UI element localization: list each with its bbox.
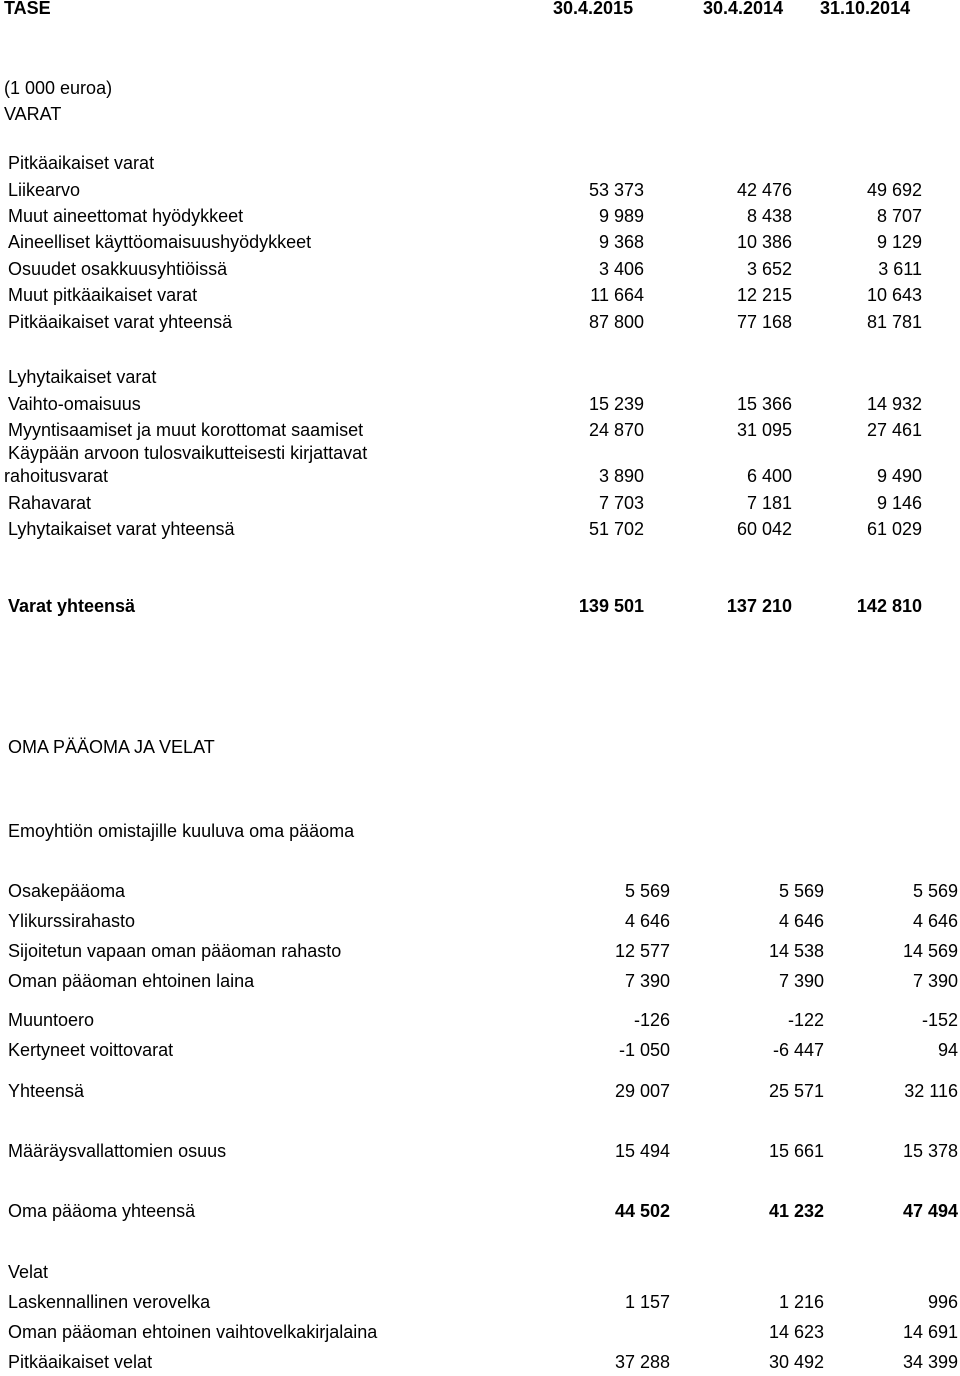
value-col-1: 53 373 — [588, 180, 644, 200]
row-label: Liikearvo — [8, 180, 81, 200]
value-col-3: 61 029 — [866, 519, 922, 539]
row-label: Pitkäaikaiset velat — [8, 1352, 153, 1372]
table-row — [0, 394, 960, 418]
value-col-3: 9 129 — [876, 232, 922, 252]
table-row — [0, 466, 960, 490]
row-label: Oman pääoman ehtoinen vaihtovelkakirjalaina — [8, 1322, 378, 1342]
value-col-2: 41 232 — [768, 1201, 824, 1221]
value-col-3: 9 146 — [876, 493, 922, 513]
row-label: Osakepääoma — [8, 881, 126, 901]
value-col-3: 49 692 — [866, 180, 922, 200]
table-row — [0, 881, 960, 905]
row-label: Laskennallinen verovelka — [8, 1292, 211, 1312]
row-label: Myyntisaamiset ja muut korottomat saamiset — [8, 420, 364, 440]
table-row — [0, 1352, 960, 1376]
value-col-2: 7 390 — [778, 971, 824, 991]
assets-title: VARAT — [4, 104, 62, 124]
non-current-title: Pitkäaikaiset varat — [8, 153, 155, 173]
row-label: Ylikurssirahasto — [8, 911, 136, 931]
value-col-3: 14 569 — [902, 941, 958, 961]
value-col-1: 139 501 — [578, 596, 644, 616]
value-col-2: 4 646 — [778, 911, 824, 931]
table-row — [0, 285, 960, 309]
table-row — [0, 232, 960, 256]
value-col-1: 7 703 — [598, 493, 644, 513]
value-col-1: 87 800 — [588, 312, 644, 332]
value-col-2: 12 215 — [736, 285, 792, 305]
table-row — [0, 206, 960, 230]
value-col-2: 77 168 — [736, 312, 792, 332]
value-col-2: 5 569 — [778, 881, 824, 901]
value-col-2: -122 — [787, 1010, 824, 1030]
value-col-2: 30 492 — [768, 1352, 824, 1372]
value-col-3: 32 116 — [904, 1081, 958, 1101]
value-col-1: 11 664 — [590, 285, 644, 305]
value-col-1: -126 — [633, 1010, 670, 1030]
row-label: Muut pitkäaikaiset varat — [8, 285, 198, 305]
parent-equity-title: Emoyhtiön omistajille kuuluva oma pääoma — [8, 821, 355, 841]
current-title: Lyhytaikaiset varat — [8, 367, 157, 387]
value-col-1: 51 702 — [588, 519, 644, 539]
row-label: Osuudet osakkuusyhtiöissä — [8, 259, 228, 279]
header-row — [0, 0, 960, 22]
table-row — [0, 1081, 960, 1105]
value-col-3: 142 810 — [856, 596, 922, 616]
row-label: Oman pääoman ehtoinen laina — [8, 971, 255, 991]
table-row — [0, 180, 960, 204]
value-col-1: 9 989 — [598, 206, 644, 226]
value-col-2: 8 438 — [746, 206, 792, 226]
value-col-2: 1 216 — [778, 1292, 824, 1312]
table-row — [0, 1141, 960, 1165]
value-col-1: 5 569 — [624, 881, 670, 901]
value-col-2: -6 447 — [772, 1040, 824, 1060]
row-label: Käypään arvoon tulosvaikutteisesti kirjattavat — [8, 443, 368, 463]
table-row — [0, 259, 960, 283]
table-row — [0, 941, 960, 965]
table-row — [0, 1322, 960, 1346]
value-col-3: 34 399 — [902, 1352, 958, 1372]
value-col-3: 15 378 — [902, 1141, 958, 1161]
value-col-2: 15 661 — [768, 1141, 824, 1161]
value-col-1: 15 494 — [614, 1141, 670, 1161]
row-label: Muut aineettomat hyödykkeet — [8, 206, 244, 226]
value-col-2: 42 476 — [736, 180, 792, 200]
table-row — [0, 493, 960, 517]
value-col-3: 14 691 — [902, 1322, 958, 1342]
row-label: Pitkäaikaiset varat yhteensä — [8, 312, 233, 332]
value-col-3: 94 — [937, 1040, 958, 1060]
value-col-1: 1 157 — [624, 1292, 670, 1312]
value-col-3: 7 390 — [912, 971, 958, 991]
value-col-1: 4 646 — [624, 911, 670, 931]
balance-sheet-title: TASE — [4, 0, 51, 18]
value-col-2: 14 623 — [768, 1322, 824, 1342]
value-col-1: 29 007 — [614, 1081, 670, 1101]
value-col-2: 137 210 — [726, 596, 792, 616]
row-label: Sijoitetun vapaan oman pääoman rahasto — [8, 941, 342, 961]
table-row — [0, 312, 960, 336]
liabilities-title: Velat — [8, 1262, 49, 1282]
value-col-3: 14 932 — [866, 394, 922, 414]
value-col-3: 996 — [927, 1292, 958, 1312]
table-row — [0, 443, 960, 467]
value-col-1: 44 502 — [614, 1201, 670, 1221]
value-col-2: 6 400 — [746, 466, 792, 486]
value-col-2: 3 652 — [746, 259, 792, 279]
value-col-1: 12 577 — [614, 941, 670, 961]
value-col-3: 4 646 — [912, 911, 958, 931]
value-col-2: 31 095 — [736, 420, 792, 440]
value-col-2: 60 042 — [736, 519, 792, 539]
value-col-3: 9 490 — [876, 466, 922, 486]
table-row — [0, 1010, 960, 1034]
value-col-2: 15 366 — [736, 394, 792, 414]
value-col-1: 24 870 — [588, 420, 644, 440]
value-col-3: 8 707 — [876, 206, 922, 226]
table-row — [0, 1292, 960, 1316]
value-col-2: 25 571 — [768, 1081, 824, 1101]
table-row — [0, 911, 960, 935]
value-col-3: 81 781 — [866, 312, 922, 332]
value-col-1: 37 288 — [614, 1352, 670, 1372]
value-col-2: 14 538 — [768, 941, 824, 961]
row-label: Muuntoero — [8, 1010, 95, 1030]
value-col-1: 7 390 — [624, 971, 670, 991]
row-label: Kertyneet voittovarat — [8, 1040, 174, 1060]
value-col-1: -1 050 — [618, 1040, 670, 1060]
value-col-1: 15 239 — [588, 394, 644, 414]
value-col-2: 10 386 — [736, 232, 792, 252]
value-col-1: 3 406 — [598, 259, 644, 279]
row-label: Yhteensä — [8, 1081, 85, 1101]
value-col-3: 10 643 — [866, 285, 922, 305]
table-row — [0, 519, 960, 543]
value-col-3: 5 569 — [912, 881, 958, 901]
value-col-2: 7 181 — [746, 493, 792, 513]
equity-title: OMA PÄÄOMA JA VELAT — [8, 737, 215, 757]
row-label: Aineelliset käyttöomaisuushyödykkeet — [8, 232, 312, 252]
table-row — [0, 971, 960, 995]
row-label: Määräysvallattomien osuus — [8, 1141, 227, 1161]
row-label: Oma pääoma yhteensä — [8, 1201, 196, 1221]
row-label: Lyhytaikaiset varat yhteensä — [8, 519, 235, 539]
table-row — [0, 1040, 960, 1064]
date-col-3: 31.10.2014 — [820, 0, 911, 18]
value-col-3: 47 494 — [902, 1201, 958, 1221]
value-col-1: 9 368 — [598, 232, 644, 252]
row-label-continued: rahoitusvarat — [4, 466, 109, 486]
table-row — [0, 420, 960, 444]
row-label: Varat yhteensä — [8, 596, 136, 616]
value-col-3: 3 611 — [878, 259, 922, 279]
date-col-2: 30.4.2014 — [703, 0, 784, 18]
value-col-3: 27 461 — [866, 420, 922, 440]
date-col-1: 30.4.2015 — [553, 0, 634, 18]
row-label: Rahavarat — [8, 493, 92, 513]
table-row — [0, 1201, 960, 1225]
total-assets-row — [0, 596, 960, 620]
row-label: Vaihto-omaisuus — [8, 394, 141, 414]
unit-label: (1 000 euroa) — [4, 78, 113, 98]
value-col-3: -152 — [921, 1010, 958, 1030]
value-col-1: 3 890 — [598, 466, 644, 486]
